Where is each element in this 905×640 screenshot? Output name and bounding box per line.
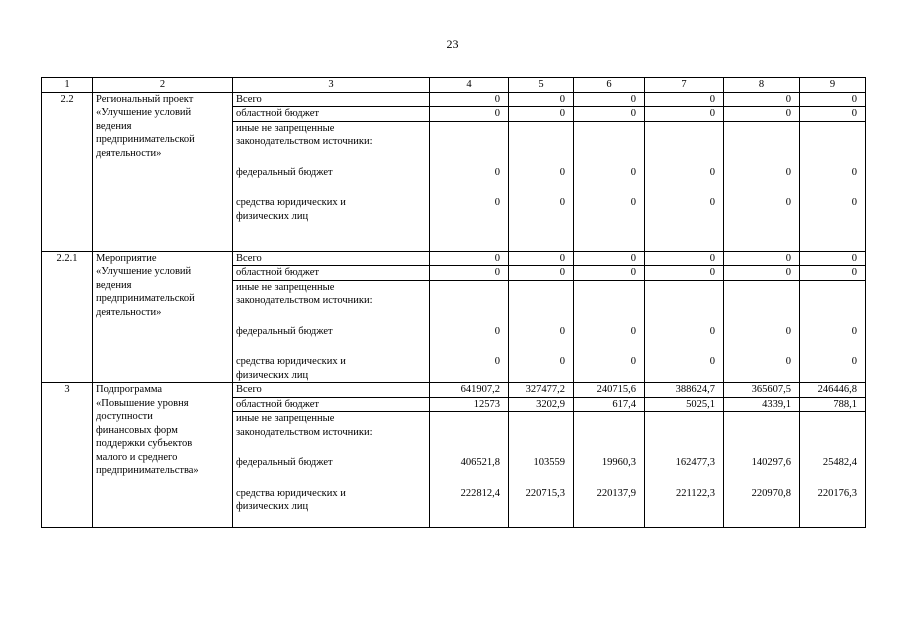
column-header-4: 4 bbox=[430, 78, 509, 93]
value-cell: 0 bbox=[430, 107, 509, 122]
legal-value: 0 bbox=[785, 356, 791, 367]
federal-value: 162477,3 bbox=[675, 457, 715, 468]
section-name-line: «Улучшение условий bbox=[96, 266, 192, 277]
legal-value: 0 bbox=[851, 197, 857, 208]
federal-label: федеральный бюджет bbox=[236, 457, 333, 468]
value-cell: 5025,1 bbox=[645, 397, 724, 412]
legal-value: 0 bbox=[709, 197, 715, 208]
value-cell: 0 bbox=[430, 92, 509, 107]
section-name-line: ведения bbox=[96, 279, 132, 291]
federal-value: 0 bbox=[851, 325, 857, 337]
value-cell-stack bbox=[574, 121, 645, 251]
spacer bbox=[727, 338, 791, 355]
other-sources-label-line: законодательством источники: bbox=[236, 426, 373, 438]
spacer bbox=[236, 179, 426, 196]
spacer bbox=[803, 281, 857, 325]
source-label-regional: областной бюджет bbox=[233, 397, 430, 412]
federal-value: 0 bbox=[630, 325, 636, 337]
value-cell-stack bbox=[430, 280, 509, 383]
spacer bbox=[577, 122, 636, 166]
section-name-line: «Повышение уровня bbox=[96, 397, 189, 409]
legal-label-line: физических лиц bbox=[236, 501, 309, 512]
source-label-other bbox=[233, 121, 430, 251]
column-header-8: 8 bbox=[724, 78, 800, 93]
value-cell: 0 bbox=[574, 107, 645, 122]
federal-value: 406521,8 bbox=[460, 457, 500, 468]
value-cell: 0 bbox=[800, 107, 866, 122]
federal-value: 103559 bbox=[533, 457, 565, 468]
source-label-other bbox=[233, 412, 430, 528]
spacer bbox=[727, 281, 791, 325]
section-name-line: предпринимательской bbox=[96, 293, 195, 304]
section-name-line: деятельности» bbox=[96, 147, 162, 159]
value-cell-stack bbox=[430, 412, 509, 528]
value-cell-stack bbox=[724, 280, 800, 383]
legal-value: 221122,3 bbox=[676, 487, 715, 499]
spacer bbox=[727, 412, 791, 456]
section-name-line: малого и среднего bbox=[96, 451, 178, 463]
spacer bbox=[577, 281, 636, 325]
value-cell-stack bbox=[574, 412, 645, 528]
section-number: 2.2 bbox=[42, 92, 93, 251]
value-cell: 0 bbox=[724, 92, 800, 107]
value-cell: 0 bbox=[509, 251, 574, 266]
source-label-total: Всего bbox=[233, 251, 430, 266]
legal-label-line: средства юридических и bbox=[236, 356, 346, 367]
column-header-5: 5 bbox=[509, 78, 574, 93]
federal-value: 0 bbox=[494, 166, 500, 178]
federal-label: федеральный бюджет bbox=[236, 325, 333, 337]
spacer bbox=[727, 179, 791, 196]
section-name-line: поддержки субъектов bbox=[96, 438, 193, 449]
value-cell-stack bbox=[509, 280, 574, 383]
section-name-line: Подпрограмма bbox=[96, 384, 163, 395]
other-sources-label-line: иные не запрещенные bbox=[236, 413, 335, 424]
value-cell-stack bbox=[724, 412, 800, 528]
legal-value: 222812,4 bbox=[460, 487, 500, 499]
legal-value: 220715,3 bbox=[525, 487, 565, 499]
legal-value: 0 bbox=[630, 356, 636, 367]
section-name-line: предпринимательской bbox=[96, 134, 195, 145]
value-cell: 0 bbox=[574, 92, 645, 107]
value-cell: 0 bbox=[645, 266, 724, 281]
value-cell: 3202,9 bbox=[509, 397, 574, 412]
value-cell-stack bbox=[509, 121, 574, 251]
value-cell: 0 bbox=[800, 266, 866, 281]
column-header-9: 9 bbox=[800, 78, 866, 93]
value-cell-stack bbox=[645, 121, 724, 251]
section-name-line: предпринимательства» bbox=[96, 465, 199, 476]
value-cell-stack bbox=[800, 280, 866, 383]
other-sources-label-line: иные не запрещенные bbox=[236, 122, 335, 134]
column-header-7: 7 bbox=[645, 78, 724, 93]
value-cell-stack bbox=[574, 280, 645, 383]
section-name-line: «Улучшение условий bbox=[96, 107, 192, 118]
spacer bbox=[648, 338, 715, 355]
value-cell: 0 bbox=[724, 107, 800, 122]
value-cell: 641907,2 bbox=[430, 383, 509, 398]
value-cell: 4339,1 bbox=[724, 397, 800, 412]
legal-value: 220176,3 bbox=[817, 487, 857, 499]
spacer bbox=[648, 281, 715, 325]
federal-value: 0 bbox=[785, 325, 791, 337]
value-cell: 388624,7 bbox=[645, 383, 724, 398]
spacer bbox=[803, 412, 857, 456]
legal-value: 0 bbox=[494, 356, 500, 367]
value-cell: 0 bbox=[645, 92, 724, 107]
value-cell: 365607,5 bbox=[724, 383, 800, 398]
value-cell: 0 bbox=[724, 266, 800, 281]
spacer bbox=[433, 179, 500, 196]
spacer bbox=[648, 412, 715, 456]
value-cell: 617,4 bbox=[574, 397, 645, 412]
section-name-line: деятельности» bbox=[96, 306, 162, 318]
value-cell: 240715,6 bbox=[574, 383, 645, 398]
spacer bbox=[433, 470, 500, 487]
section-name-line: финансовых форм bbox=[96, 424, 178, 436]
legal-value: 0 bbox=[851, 356, 857, 367]
legal-value: 0 bbox=[559, 356, 565, 367]
value-cell: 0 bbox=[430, 251, 509, 266]
value-cell-stack bbox=[645, 280, 724, 383]
value-cell-stack bbox=[800, 121, 866, 251]
federal-value: 0 bbox=[709, 325, 715, 337]
spacer bbox=[648, 122, 715, 166]
section-name-line: Региональный проект bbox=[96, 93, 194, 105]
spacer bbox=[803, 179, 857, 196]
budget-table bbox=[41, 77, 866, 528]
federal-value: 0 bbox=[785, 166, 791, 178]
legal-label-line: средства юридических и bbox=[236, 197, 346, 208]
column-header-1: 1 bbox=[42, 78, 93, 93]
federal-value: 0 bbox=[630, 166, 636, 178]
spacer bbox=[512, 179, 565, 196]
value-cell: 327477,2 bbox=[509, 383, 574, 398]
source-label-other bbox=[233, 280, 430, 383]
spacer bbox=[236, 308, 426, 325]
section-number: 3 bbox=[42, 383, 93, 528]
value-cell: 246446,8 bbox=[800, 383, 866, 398]
legal-value: 0 bbox=[630, 197, 636, 208]
spacer bbox=[433, 281, 500, 325]
value-cell: 0 bbox=[800, 251, 866, 266]
value-cell: 0 bbox=[509, 266, 574, 281]
federal-value: 0 bbox=[851, 166, 857, 178]
value-cell: 0 bbox=[645, 251, 724, 266]
page-number: 23 bbox=[446, 37, 459, 51]
value-cell: 0 bbox=[800, 92, 866, 107]
section-total-row bbox=[42, 383, 866, 398]
spacer bbox=[433, 122, 500, 166]
federal-value: 0 bbox=[559, 325, 565, 337]
spacer bbox=[236, 149, 426, 166]
value-cell: 0 bbox=[574, 266, 645, 281]
source-label-regional: областной бюджет bbox=[233, 266, 430, 281]
spacer bbox=[236, 338, 426, 355]
legal-value: 0 bbox=[559, 197, 565, 208]
spacer bbox=[512, 412, 565, 456]
spacer bbox=[236, 470, 426, 487]
column-header-6: 6 bbox=[574, 78, 645, 93]
legal-value: 0 bbox=[494, 197, 500, 208]
other-sources-label-line: законодательством источники: bbox=[236, 136, 373, 147]
federal-label: федеральный бюджет bbox=[236, 166, 333, 178]
value-cell-stack bbox=[724, 121, 800, 251]
legal-value: 220137,9 bbox=[596, 487, 636, 499]
column-header-3: 3 bbox=[233, 78, 430, 93]
value-cell-stack bbox=[645, 412, 724, 528]
federal-value: 0 bbox=[709, 166, 715, 178]
legal-value: 0 bbox=[785, 197, 791, 208]
spacer bbox=[648, 470, 715, 487]
value-cell: 0 bbox=[509, 107, 574, 122]
spacer bbox=[803, 470, 857, 487]
spacer bbox=[512, 338, 565, 355]
spacer bbox=[577, 179, 636, 196]
value-cell: 0 bbox=[509, 92, 574, 107]
spacer bbox=[577, 338, 636, 355]
section-name bbox=[93, 92, 233, 251]
legal-label-line: физических лиц bbox=[236, 369, 309, 381]
section-name bbox=[93, 383, 233, 528]
spacer bbox=[512, 470, 565, 487]
legal-value: 0 bbox=[709, 356, 715, 367]
federal-value: 25482,4 bbox=[822, 457, 857, 468]
spacer bbox=[512, 281, 565, 325]
spacer bbox=[803, 338, 857, 355]
section-name bbox=[93, 251, 233, 383]
spacer bbox=[433, 412, 500, 456]
column-header-2: 2 bbox=[93, 78, 233, 93]
value-cell-stack bbox=[430, 121, 509, 251]
spacer bbox=[648, 179, 715, 196]
legal-label-line: физических лиц bbox=[236, 210, 309, 222]
spacer bbox=[236, 439, 426, 456]
spacer bbox=[727, 122, 791, 166]
section-name-line: Мероприятие bbox=[96, 252, 157, 264]
federal-value: 19960,3 bbox=[601, 457, 636, 468]
federal-value: 140297,6 bbox=[751, 457, 791, 468]
value-cell: 12573 bbox=[430, 397, 509, 412]
federal-value: 0 bbox=[559, 166, 565, 178]
spacer bbox=[727, 470, 791, 487]
spacer bbox=[433, 338, 500, 355]
section-number: 2.2.1 bbox=[42, 251, 93, 383]
other-sources-label-line: иные не запрещенные bbox=[236, 281, 335, 293]
spacer bbox=[803, 122, 857, 166]
value-cell: 0 bbox=[430, 266, 509, 281]
legal-value: 220970,8 bbox=[751, 487, 791, 499]
section-name-line: ведения bbox=[96, 120, 132, 132]
legal-label-line: средства юридических и bbox=[236, 487, 346, 499]
source-label-total: Всего bbox=[233, 92, 430, 107]
section-total-row bbox=[42, 92, 866, 107]
spacer bbox=[577, 412, 636, 456]
spacer bbox=[577, 470, 636, 487]
value-cell-stack bbox=[509, 412, 574, 528]
source-label-regional: областной бюджет bbox=[233, 107, 430, 122]
section-total-row bbox=[42, 251, 866, 266]
other-sources-label-line: законодательством источники: bbox=[236, 295, 373, 306]
value-cell: 0 bbox=[574, 251, 645, 266]
value-cell: 788,1 bbox=[800, 397, 866, 412]
source-label-total: Всего bbox=[233, 383, 430, 398]
value-cell-stack bbox=[800, 412, 866, 528]
value-cell: 0 bbox=[724, 251, 800, 266]
column-header-row bbox=[42, 78, 866, 93]
section-name-line: доступности bbox=[96, 411, 153, 422]
spacer bbox=[512, 122, 565, 166]
federal-value: 0 bbox=[494, 325, 500, 337]
value-cell: 0 bbox=[645, 107, 724, 122]
